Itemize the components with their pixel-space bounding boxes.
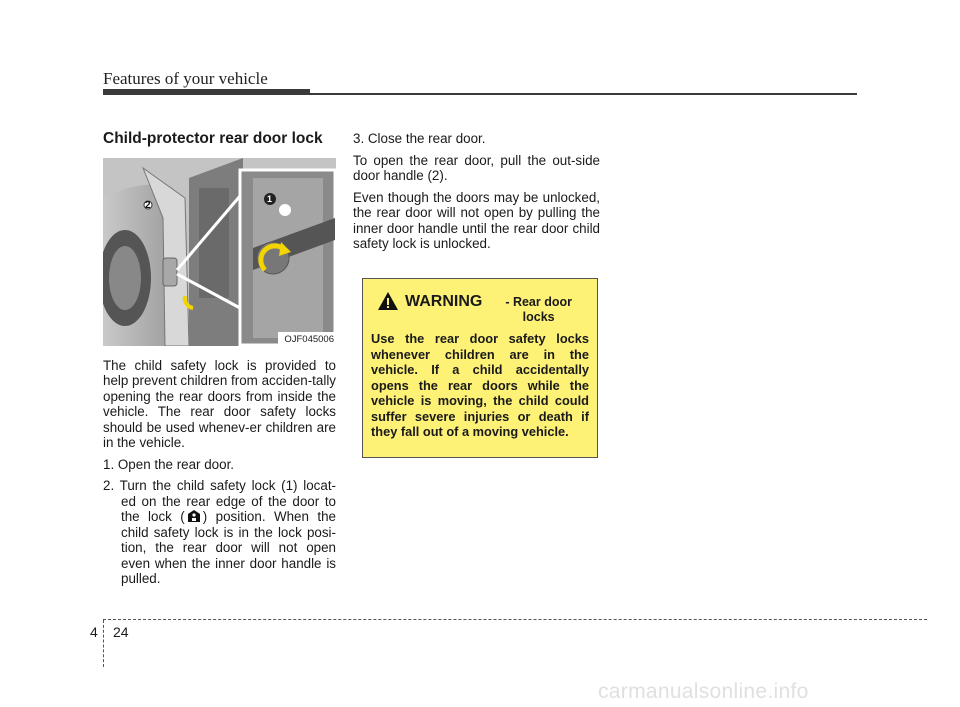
step-1: 1. Open the rear door. (103, 456, 235, 472)
warning-box (362, 278, 598, 458)
footer-rule (103, 619, 927, 620)
intro-paragraph: The child safety lock is provided to help prevent children from acciden-tally opening the rear doors from inside the vehicle. The rear door safety locks should be used whenev-er children are in the vehicle. (103, 357, 336, 450)
child-lock-icon (187, 509, 201, 523)
page-header-title: Features of your vehicle (103, 69, 268, 88)
warning-body: Use the rear door safety locks whenever children are in the vehicle. If a child accidentally opens the rear doors while the vehicle is moving, the child could suffer severe injuries or death if they fall out of a moving vehicle. (371, 331, 589, 439)
step-3: 3. Close the rear door. (353, 131, 486, 146)
open-door-paragraph: To open the rear door, pull the out-side door handle (2). (353, 152, 600, 183)
footer-divider (103, 620, 104, 667)
steps-list (103, 457, 336, 587)
warning-header (371, 287, 589, 325)
left-column (103, 131, 336, 593)
chapter-number: 4 (90, 624, 98, 640)
header-rule-thin (310, 93, 857, 95)
section-title: Child-protector rear door lock (103, 130, 323, 147)
door-lock-illustration (103, 158, 336, 346)
step-2 (103, 478, 336, 587)
watermark-text: carmanualsonline.info (598, 680, 809, 703)
unlock-note-paragraph: Even though the doors may be unlocked, the rear door will not open by pulling the inner door handle until the rear door child safety lock is unlocked. (353, 189, 600, 251)
page-number: 24 (113, 624, 129, 640)
header-rule-thick (103, 89, 310, 95)
car-door-drawing (103, 158, 336, 346)
warning-subtitle: - Rear door locks (505, 295, 572, 324)
step-2-text-after: ) position. When the child safety lock is in the lock posi-tion, the rear door will not open even when the inner door handle is pulled. (121, 509, 337, 586)
step-2-text-before: 2. Turn the child safety lock (1) locat-ed on the rear edge of the door to the lock ( (103, 478, 336, 524)
callout-1: 1 (267, 193, 273, 204)
callout-2: 2 (145, 199, 151, 211)
warning-triangle-icon (377, 291, 399, 311)
warning-word: WARNING (405, 293, 483, 310)
figure-code: OJF045006 (278, 332, 336, 346)
right-column (353, 131, 600, 258)
